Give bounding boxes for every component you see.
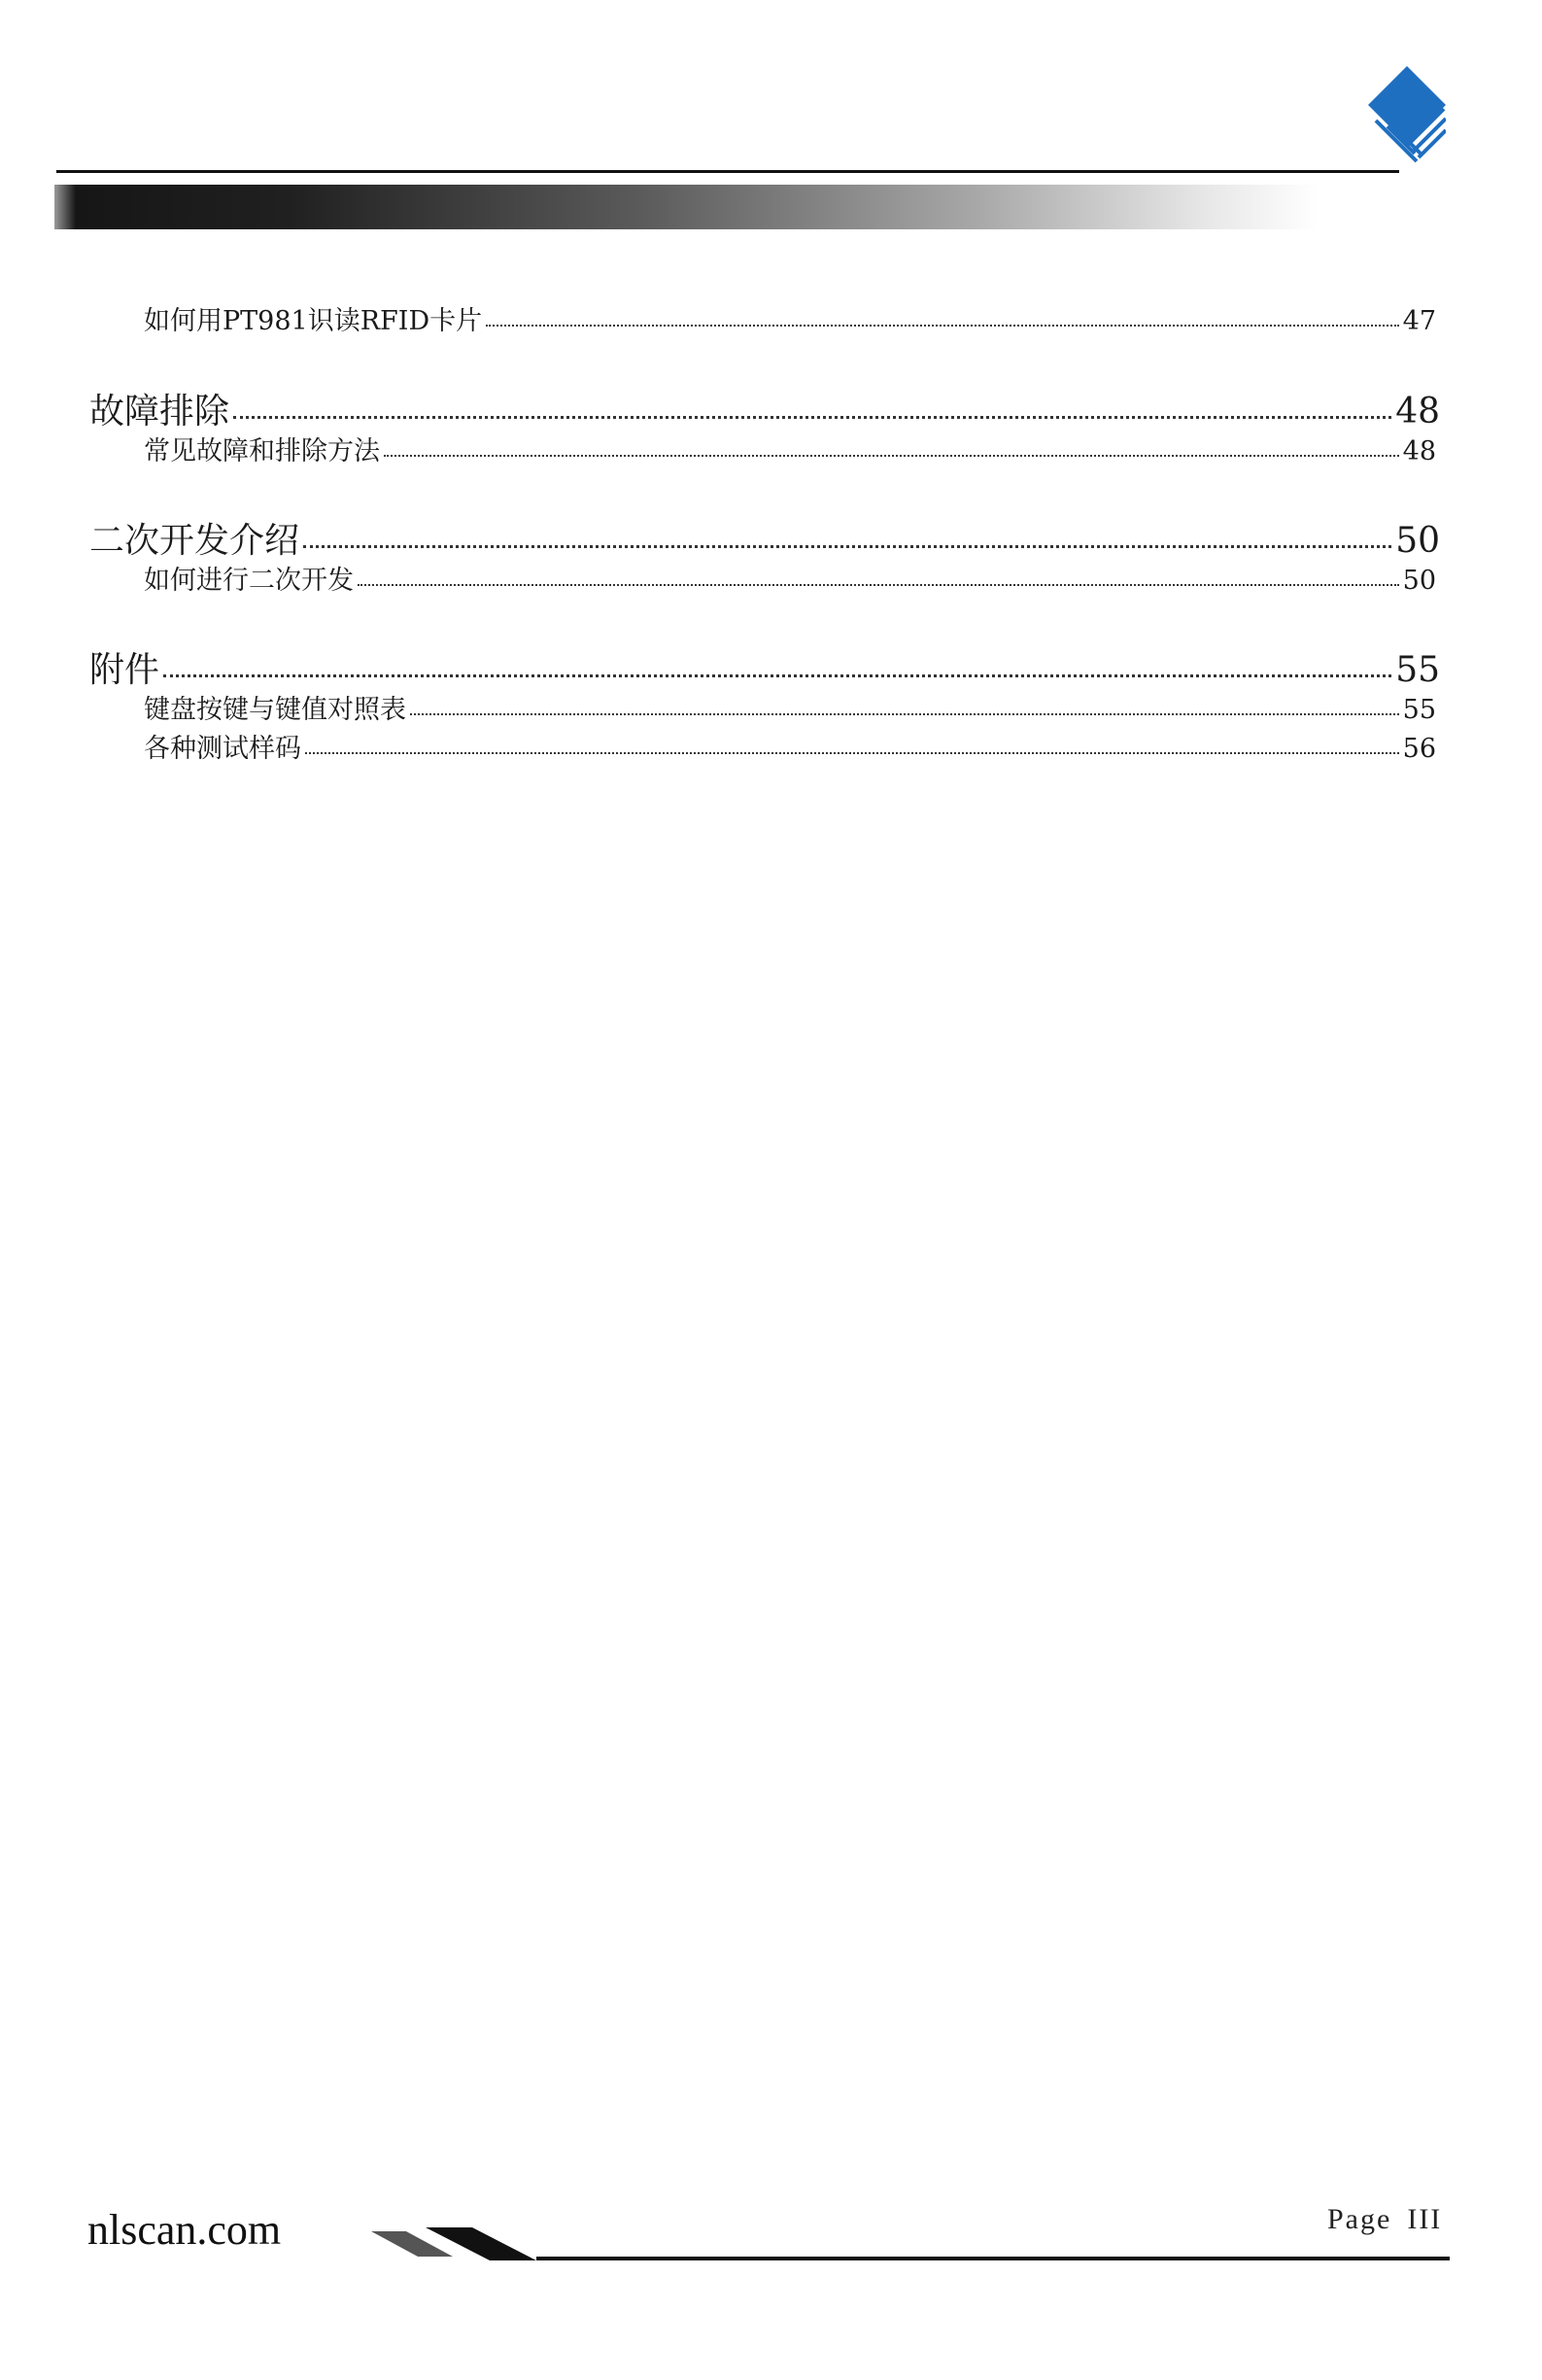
toc-entry-label: 二次开发介绍: [89, 521, 300, 561]
toc-dot-leader: [305, 751, 1399, 754]
footer-page-word: Page: [1327, 2203, 1392, 2235]
header-gradient-bar: [54, 185, 1318, 229]
footer-stripes-icon: [371, 2227, 546, 2260]
toc-entry[interactable]: [144, 435, 1436, 468]
toc-entry-label: 键盘按键与键值对照表: [144, 695, 406, 725]
toc-entry[interactable]: [89, 520, 1440, 563]
toc-entry-label: 附件: [89, 650, 160, 690]
footer-website: nlscan.com: [87, 2206, 282, 2254]
toc-entry[interactable]: [89, 391, 1440, 433]
toc-dot-leader: [303, 544, 1391, 548]
toc-entry-label: 如何用PT981识读RFID卡片: [144, 306, 483, 336]
toc-entry-page: 48: [1402, 436, 1436, 466]
toc-dot-leader: [358, 583, 1399, 586]
toc-entry-label: 常见故障和排除方法: [144, 436, 380, 466]
toc-entry[interactable]: [144, 694, 1436, 727]
toc-entry[interactable]: [144, 305, 1436, 338]
toc-dot-leader: [163, 673, 1391, 677]
footer-rule: [536, 2257, 1450, 2260]
toc-entry-page: 50: [1402, 566, 1436, 596]
header-rule: [56, 170, 1399, 173]
nlscan-logo-icon: [1368, 66, 1446, 173]
toc-entry-label: 如何进行二次开发: [144, 566, 354, 596]
toc-entry-label: 各种测试样码: [144, 734, 301, 764]
toc-dot-leader: [410, 712, 1399, 715]
toc-entry[interactable]: [89, 649, 1440, 692]
toc-dot-leader: [233, 415, 1391, 419]
toc-entry-page: 55: [1402, 695, 1436, 725]
toc-entry-page: 50: [1395, 521, 1440, 561]
toc-entry[interactable]: [144, 733, 1436, 766]
toc-entry-page: 56: [1402, 734, 1436, 764]
toc-dot-leader: [486, 324, 1399, 327]
toc-entry[interactable]: [144, 565, 1436, 598]
footer-page-number: III: [1407, 2203, 1443, 2235]
toc-entry-page: 47: [1402, 306, 1436, 336]
toc-entry-label: 故障排除: [89, 392, 230, 431]
toc-dot-leader: [384, 454, 1399, 457]
footer-page-label: [1327, 2202, 1442, 2237]
toc-entry-page: 48: [1395, 392, 1440, 431]
toc-entry-page: 55: [1395, 650, 1440, 690]
